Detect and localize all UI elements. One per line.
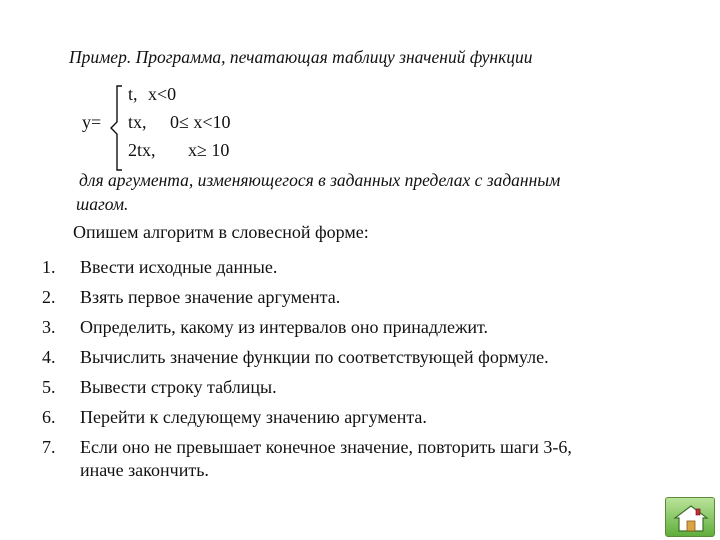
list-item	[42, 342, 662, 372]
list-item	[42, 402, 662, 432]
step-number: 5.	[42, 377, 56, 397]
list-item	[42, 432, 662, 482]
case-3-expr: 2tx,	[128, 140, 156, 160]
step-number: 3.	[42, 317, 56, 337]
brace-icon	[109, 84, 123, 172]
list-item	[42, 252, 662, 282]
step-number: 2.	[42, 287, 56, 307]
description-line-2: шагом.	[76, 194, 129, 214]
case-2-cond: 0≤ x<10	[170, 112, 231, 132]
step-text-continuation: иначе закончить.	[80, 460, 209, 480]
case-2-expr: tx,	[128, 112, 147, 132]
step-text: Взять первое значение аргумента.	[80, 287, 341, 307]
case-1-cond: x<0	[148, 84, 177, 104]
step-text: Перейти к следующему значению аргумента.	[80, 407, 427, 427]
list-item	[42, 282, 662, 312]
step-text: Если оно не превышает конечное значение, повторить шаги 3-6,	[80, 437, 572, 457]
function-lhs: y=	[82, 112, 102, 132]
home-button[interactable]	[665, 497, 715, 537]
step-text: Определить, какому из интервалов оно принадлежит.	[80, 317, 489, 337]
step-number: 6.	[42, 407, 56, 427]
case-3-cond: x≥ 10	[188, 140, 230, 160]
algorithm-intro: Опишем алгоритм в словесной форме:	[73, 222, 369, 242]
list-item	[42, 312, 662, 342]
function-description	[76, 168, 639, 216]
step-text: Вычислить значение функции по соответствующей формуле.	[80, 347, 549, 367]
step-number: 4.	[42, 347, 56, 367]
algorithm-steps	[42, 252, 662, 482]
case-1-expr: t,	[128, 84, 138, 104]
home-icon	[672, 503, 710, 533]
description-line-1: для аргумента, изменяющегося в заданных пределах с заданным	[79, 170, 561, 190]
step-number: 7.	[42, 437, 56, 457]
step-text: Ввести исходные данные.	[80, 257, 278, 277]
slide-title: Пример. Программа, печатающая таблицу значений функции	[69, 47, 533, 67]
step-text: Вывести строку таблицы.	[80, 377, 277, 397]
step-number: 1.	[42, 257, 56, 277]
list-item	[42, 372, 662, 402]
